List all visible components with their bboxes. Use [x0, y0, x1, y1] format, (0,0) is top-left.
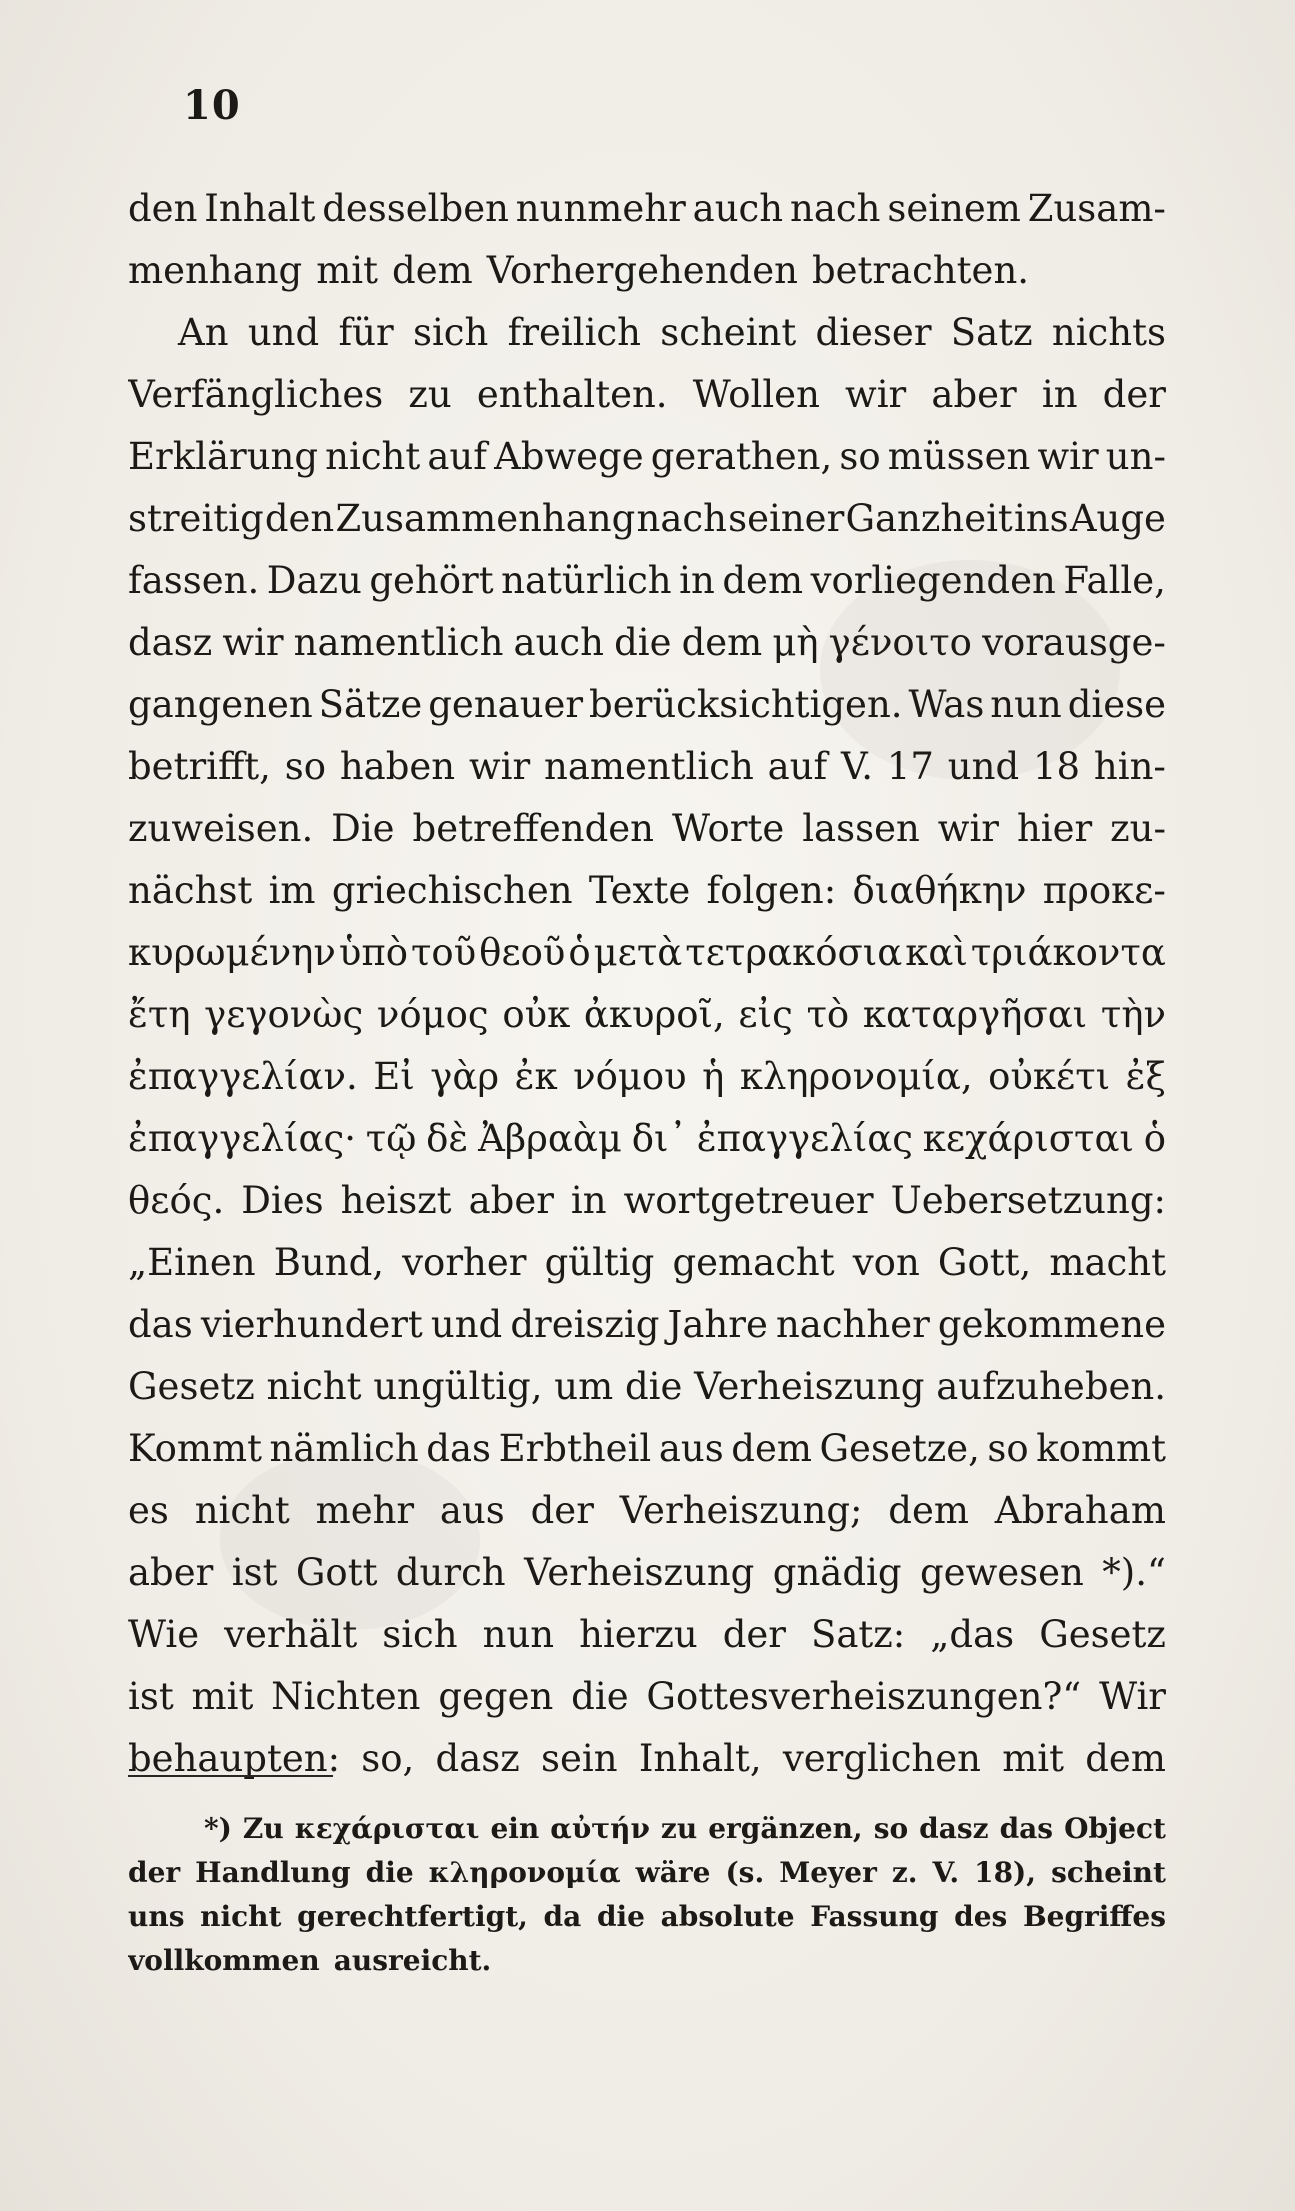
text-line: Kommt nämlich das Erbtheil aus dem Gesetze, so kommt: [128, 1427, 1166, 1470]
text-line: An und für sich freilich scheint dieser Satz nichts: [178, 311, 1166, 354]
text-line: zuweisen. Die betreffenden Worte lassen wir hier zu-: [128, 807, 1166, 850]
footnote-line: der Handlung die κληρονομία wäre (s. Meyer z. V. 18), scheint: [128, 1856, 1166, 1889]
footnote-line: *) Zu κεχάρισται ein αὐτήν zu ergänzen, so dasz das Object: [204, 1812, 1166, 1845]
text-line: menhang mit dem Vorhergehenden betrachten.: [128, 249, 1030, 292]
footnote-line: vollkommen ausreicht.: [128, 1944, 492, 1977]
text-line: aber ist Gott durch Verheiszung gnädig gewesen *).“: [128, 1551, 1166, 1594]
text-line: κυρωμένην ὑπὸ τοῦ θεοῦ ὁ μετὰ τετρακόσια καὶ τριάκοντα: [128, 931, 1166, 974]
footnote-line: uns nicht gerechtfertigt, da die absolute Fassung des Begriffes: [128, 1900, 1166, 1933]
text-line: Erklärung nicht auf Abwege gerathen, so müssen wir un-: [128, 435, 1166, 478]
text-line: ἔτη γεγονὼς νόμος οὐκ ἀκυροῖ, εἰς τὸ καταργῆσαι τὴν: [128, 993, 1166, 1036]
text-line: dasz wir namentlich auch die dem μὴ γένοιτο vorausge-: [128, 621, 1166, 664]
text-line: das vierhundert und dreiszig Jahre nachher gekommene: [128, 1303, 1166, 1346]
footnote: [128, 1807, 1166, 1983]
text-line: behaupten: so, dasz sein Inhalt, verglichen mit dem: [128, 1737, 1166, 1780]
footnote-separator: [128, 1775, 333, 1777]
text-line: den Inhalt desselben nunmehr auch nach seinem Zusam-: [128, 187, 1166, 230]
text-line: „Einen Bund, vorher gültig gemacht von Gott, macht: [128, 1241, 1166, 1284]
text-line: gangenen Sätze genauer berücksichtigen. Was nun diese: [128, 683, 1166, 726]
page-number: 10: [183, 82, 241, 129]
text-line: es nicht mehr aus der Verheiszung; dem Abraham: [128, 1489, 1166, 1532]
text-line: Wie verhält sich nun hierzu der Satz: „das Gesetz: [128, 1613, 1166, 1656]
main-text: [128, 178, 1166, 1790]
text-line: θεός. Dies heiszt aber in wortgetreuer Uebersetzung:: [128, 1179, 1166, 1222]
text-line: ist mit Nichten gegen die Gottesverheiszungen?“ Wir: [128, 1675, 1166, 1718]
text-line: Gesetz nicht ungültig, um die Verheiszung aufzuheben.: [128, 1365, 1166, 1408]
text-line: fassen. Dazu gehört natürlich in dem vorliegenden Falle,: [128, 559, 1166, 602]
text-line: Verfängliches zu enthalten. Wollen wir aber in der: [128, 373, 1166, 416]
text-line: ἐπαγγελίας· τῷ δὲ Ἀβραὰμ δι᾽ ἐπαγγελίας κεχάρισται ὁ: [128, 1117, 1166, 1160]
text-line: streitig den Zusammenhang nach seiner Ganzheit ins Auge: [128, 497, 1166, 540]
text-line: ἐπαγγελίαν. Εἰ γὰρ ἐκ νόμου ἡ κληρονομία, οὐκέτι ἐξ: [128, 1055, 1166, 1098]
text-line: betrifft, so haben wir namentlich auf V. 17 und 18 hin-: [128, 745, 1166, 788]
text-line: nächst im griechischen Texte folgen: διαθήκην προκε-: [128, 869, 1166, 912]
